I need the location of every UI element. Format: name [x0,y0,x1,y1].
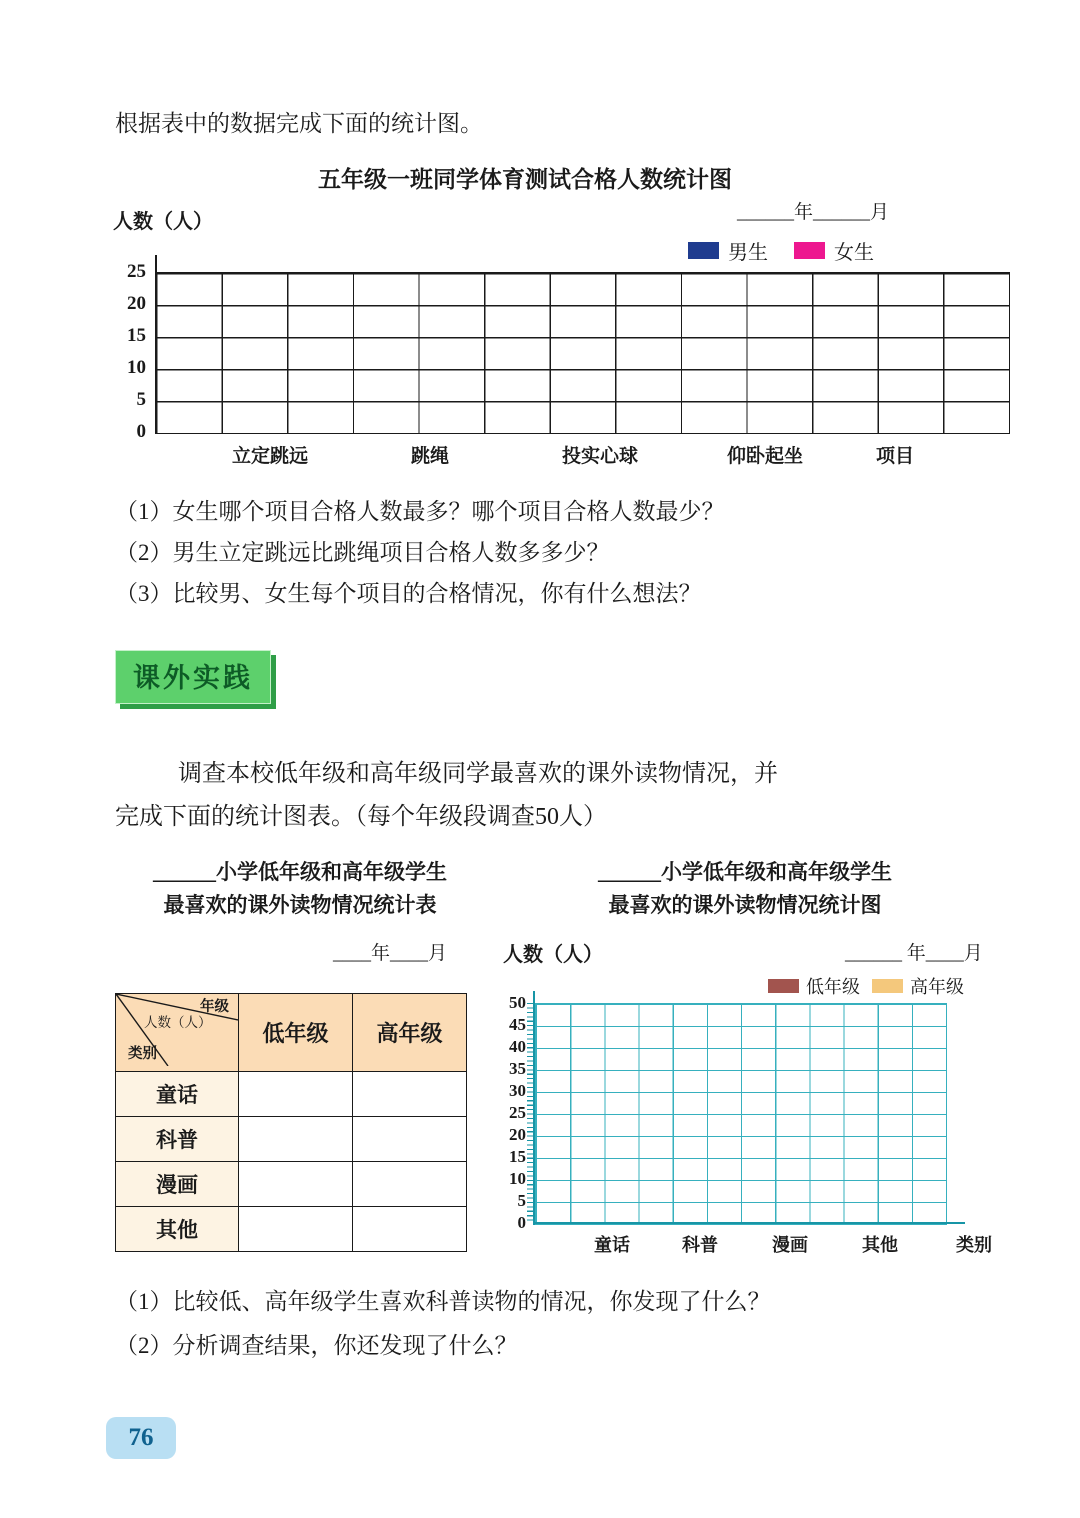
chart1-y-axis-label: 人数（人） [113,211,213,233]
chart1-ytick: 5 [136,389,146,410]
chart2-ytick: 15 [509,1147,526,1166]
survey-table [115,993,467,1252]
chart2-ytick: 25 [509,1103,526,1122]
chart1-category: 立定跳远 [231,446,309,467]
chart2-category: 漫画 [772,1235,808,1255]
legend-label-girls: 女生 [834,242,874,264]
swatch-rect [794,242,825,259]
legend-item-upper-grades [872,973,964,999]
chart2-title-line1: ______小学低年级和高年级学生 [598,860,892,884]
practice-text-line1: 调查本校低年级和高年级同学最喜欢的课外读物情况，并 [178,761,778,787]
table-header-row [116,994,467,1072]
table-row [116,1207,467,1252]
chart2-ytick: 10 [509,1169,526,1188]
question-2: （2）男生立定跳远比跳绳项目合格人数多多少？ [115,540,610,565]
question-5: （2）分析调查结果，你还发现了什么？ [115,1333,518,1358]
boys-color-swatch-icon [688,242,719,259]
chart1-x-axis-title: 项目 [875,446,915,467]
chart2-ytick: 20 [509,1125,526,1144]
chart2-date-blank: ______ 年____月 [845,943,983,964]
legend-label-upper-grades: 高年级 [910,977,964,997]
table-title-line1: ______小学低年级和高年级学生 [153,860,447,884]
table-row [116,1072,467,1117]
question-4: （1）比较低、高年级学生喜欢科普读物的情况，你发现了什么？ [115,1289,771,1314]
table-corner-cell [116,994,239,1072]
chart2-ytick: 40 [509,1037,526,1056]
diagonal-header-icon [116,994,238,1066]
chart2-ytick: 50 [509,993,526,1012]
table-col-upper-grades: 高年级 [353,994,467,1072]
corner-row-label: 类别 [128,1046,157,1062]
table-cell-blank [239,1072,353,1117]
legend-item-girls [794,236,874,265]
table-cell-blank [353,1072,467,1117]
intro-text: 根据表中的数据完成下面的统计图。 [115,111,483,136]
chart2-grid [535,1003,947,1225]
chart2-ytick: 35 [509,1059,526,1078]
swatch-rect [688,242,719,259]
corner-count-label: 人数（人） [144,1015,212,1030]
upper-grades-color-swatch-icon [872,979,903,993]
row-label-science: 科普 [116,1117,239,1162]
swatch-rect [872,979,903,993]
lower-grades-color-swatch-icon [768,979,799,993]
chart1-grid [155,272,1010,434]
page-number-badge [106,1417,176,1459]
table-date-blank: ____年____月 [333,943,448,964]
legend-item-boys [688,236,768,265]
chart2-ytick: 5 [517,1191,526,1210]
table-row [116,1117,467,1162]
chart2-title-line2: 最喜欢的课外读物情况统计图 [608,893,882,917]
table-cell-blank [353,1162,467,1207]
chart1-category: 跳绳 [410,446,450,467]
chart1-title: 五年级一班同学体育测试合格人数统计图 [318,167,732,192]
chart2-x-axis [533,1222,965,1224]
chart2-category: 童话 [594,1235,630,1255]
legend-label-boys: 男生 [728,242,768,264]
chart2-category: 科普 [682,1235,718,1255]
chart2-legend [768,973,964,999]
swatch-rect [768,979,799,993]
chart1-ytick: 25 [127,261,146,282]
chart2-x-axis-title: 类别 [956,1235,992,1255]
legend-item-lower-grades [768,973,860,999]
table-row [116,1162,467,1207]
table-cell-blank [239,1117,353,1162]
chart2-ytick: 30 [509,1081,526,1100]
chart2-y-axis-minor-ticks [527,1003,534,1224]
table-cell-blank [353,1207,467,1252]
section-header: 课外实践 [115,650,271,704]
chart1-ytick: 15 [127,325,146,346]
table-cell-blank [353,1117,467,1162]
chart2-y-axis-label: 人数（人） [503,944,603,966]
row-label-fairy-tales: 童话 [116,1072,239,1117]
question-1: （1）女生哪个项目合格人数最多？哪个项目合格人数最少？ [115,499,725,524]
girls-color-swatch-icon [794,242,825,259]
chart1-ytick: 20 [127,293,146,314]
chart2-ytick: 0 [517,1213,526,1232]
chart1-category: 投实心球 [561,446,639,467]
table-title-line2: 最喜欢的课外读物情况统计表 [163,893,437,917]
practice-text-line2: 完成下面的统计图表。（每个年级段调查50人） [115,804,607,830]
table-cell-blank [239,1162,353,1207]
page-number: 76 [128,1424,154,1451]
chart1-legend [688,236,874,265]
table-col-lower-grades: 低年级 [239,994,353,1072]
table-cell-blank [239,1207,353,1252]
row-label-others: 其他 [116,1207,239,1252]
chart1-y-axis [155,255,157,273]
corner-col-label: 年级 [200,999,229,1015]
chart1-ytick: 0 [136,421,146,442]
question-3: （3）比较男、女生每个项目的合格情况，你有什么想法？ [115,581,702,606]
chart1-ytick: 10 [127,357,146,378]
chart2-ytick: 45 [509,1015,526,1034]
legend-label-lower-grades: 低年级 [806,977,860,997]
row-label-comics: 漫画 [116,1162,239,1207]
chart1-category: 仰卧起坐 [726,446,804,467]
chart2-category: 其他 [862,1235,898,1255]
chart1-date-blank: ______年______月 [737,202,890,223]
